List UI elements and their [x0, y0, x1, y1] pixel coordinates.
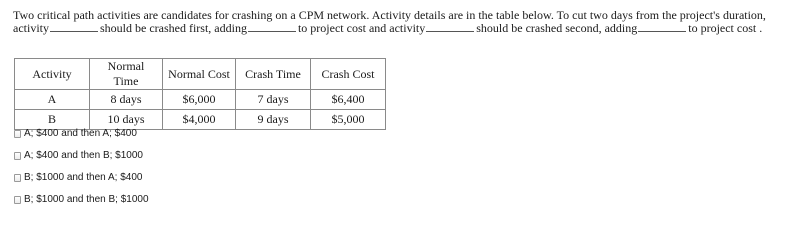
column-header: Crash Cost [311, 59, 386, 90]
table-cell: $4,000 [163, 110, 236, 130]
answer-options [14, 128, 149, 216]
column-header: Normal Time [90, 59, 163, 90]
answer-option-2[interactable] [14, 150, 149, 161]
answer-option-1[interactable] [14, 128, 149, 139]
answer-blank-3 [426, 22, 474, 32]
question-text-segment: activity [13, 21, 49, 35]
option-label: B; $1000 and then A; $400 [24, 172, 143, 183]
answer-option-3[interactable] [14, 172, 149, 183]
table-cell: A [15, 90, 90, 110]
option-label: A; $400 and then B; $1000 [24, 150, 143, 161]
answer-blank-1 [50, 22, 98, 32]
table-cell: 10 days [90, 110, 163, 130]
checkbox[interactable] [14, 152, 21, 160]
question-text-segment: should be crashed first, adding [100, 21, 247, 35]
question-text-segment: to project cost and activity [297, 21, 426, 35]
table-cell: 9 days [236, 110, 311, 130]
table-cell: $6,000 [163, 90, 236, 110]
question-text [13, 9, 791, 35]
checkbox[interactable] [14, 196, 21, 204]
table-cell: $5,000 [311, 110, 386, 130]
column-header: Normal Cost [163, 59, 236, 90]
column-header: Crash Time [236, 59, 311, 90]
table-cell: 8 days [90, 90, 163, 110]
table-cell: 7 days [236, 90, 311, 110]
checkbox[interactable] [14, 130, 21, 138]
question-line-2 [13, 22, 791, 35]
table-cell: B [15, 110, 90, 130]
answer-blank-4 [638, 22, 686, 32]
checkbox[interactable] [14, 174, 21, 182]
question-text-segment: should be crashed second, adding [476, 21, 638, 35]
activity-table [14, 58, 386, 130]
question-line-1: Two critical path activities are candidates for crashing on a CPM network. Activity details are in the table below. To cut two days from the project's duration, [13, 8, 766, 22]
table-cell: $6,400 [311, 90, 386, 110]
question-text-segment: to project cost . [688, 21, 763, 35]
column-header: Activity [15, 59, 90, 90]
answer-option-4[interactable] [14, 194, 149, 205]
answer-blank-2 [248, 22, 296, 32]
table-header-row [15, 59, 386, 90]
table-row [15, 90, 386, 110]
table-row [15, 110, 386, 130]
option-label: B; $1000 and then B; $1000 [24, 194, 149, 205]
option-label: A; $400 and then A; $400 [24, 128, 137, 139]
